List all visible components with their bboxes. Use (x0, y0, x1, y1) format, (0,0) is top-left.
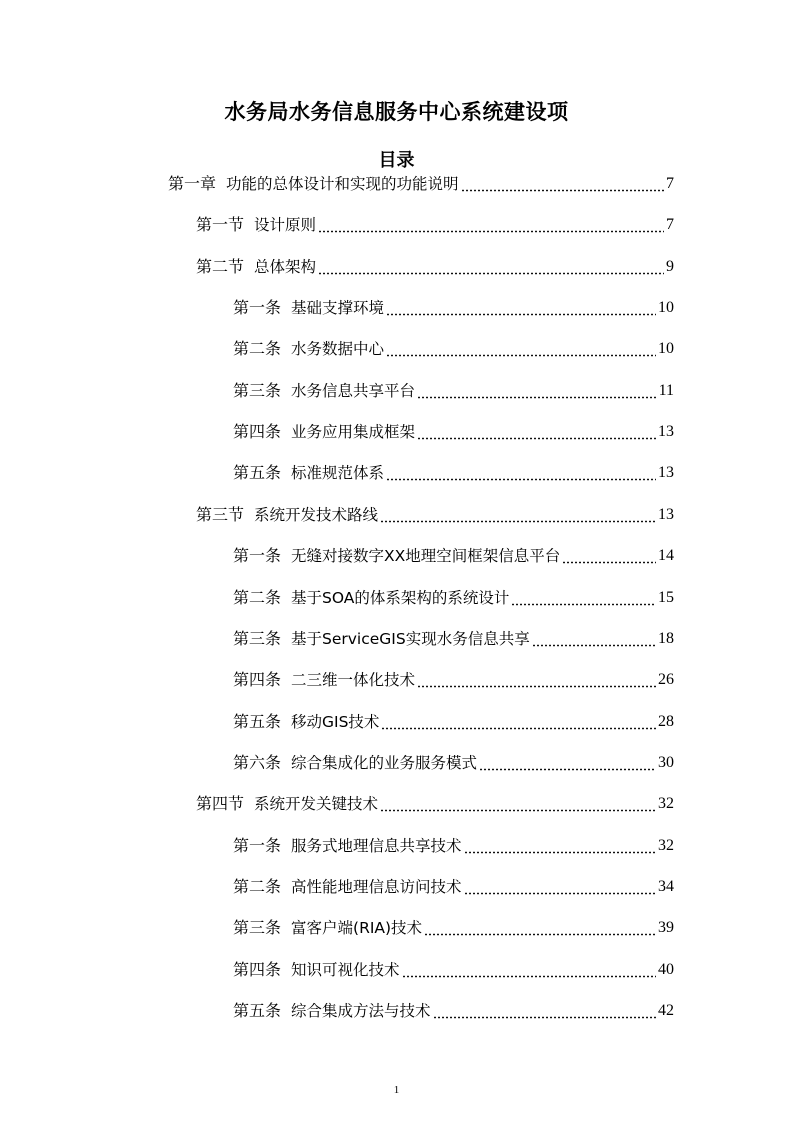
dot-leader (464, 840, 656, 854)
dot-leader (318, 261, 664, 275)
toc-entry-page: 15 (658, 588, 674, 606)
toc-entry-page: 7 (666, 216, 674, 234)
dot-leader (380, 509, 656, 523)
toc-entry-page: 32 (658, 795, 674, 813)
toc-entry[interactable] (196, 256, 674, 278)
toc-entry-page: 13 (658, 505, 674, 523)
toc-entry[interactable] (233, 338, 674, 360)
toc-entry-label: 第一条 (233, 835, 282, 855)
toc-entry[interactable] (233, 669, 674, 691)
toc-entry-title: 功能的总体设计和实现的功能说明 (226, 175, 459, 193)
toc-entry-page: 34 (658, 878, 674, 895)
toc-entry-page: 13 (658, 423, 674, 441)
toc-entry-label: 第二条 (233, 587, 282, 607)
toc-entry-title: 移动GIS技术 (291, 712, 380, 731)
toc-entry-title: 知识可视化技术 (291, 960, 400, 979)
toc-entry[interactable] (233, 380, 674, 402)
toc-entry-title: 标准规范体系 (291, 464, 385, 483)
toc-entry[interactable] (233, 752, 674, 774)
toc-entry-page: 28 (658, 712, 674, 730)
toc-entry-page: 9 (666, 257, 674, 275)
dot-leader (461, 178, 664, 192)
dot-leader (381, 716, 656, 730)
toc-entry-label: 第二节 (196, 256, 245, 276)
toc-entry-label: 第三节 (196, 504, 245, 524)
toc-entry[interactable] (196, 214, 674, 236)
toc-entry-label: 第二条 (233, 339, 282, 359)
dot-leader (479, 757, 656, 771)
toc-entry-label: 第四节 (196, 794, 245, 814)
toc-entry-label: 第五条 (233, 1001, 282, 1020)
toc-entry[interactable] (168, 173, 674, 195)
toc-entry-title: 业务应用集成框架 (291, 423, 416, 442)
toc-entry[interactable] (233, 917, 674, 939)
toc-entry-title: 综合集成方法与技术 (291, 1002, 431, 1020)
toc-entry-title: 设计原则 (254, 216, 317, 235)
toc-entry-page: 13 (658, 464, 674, 482)
toc-entry-label: 第六条 (233, 752, 282, 772)
document-title: 水务局水务信息服务中心系统建设项 (224, 100, 569, 124)
toc-entry-page: 40 (658, 960, 674, 978)
toc-entry-page: 10 (658, 340, 674, 358)
dot-leader (532, 633, 656, 647)
toc-entry-label: 第三条 (233, 380, 282, 400)
toc-entry[interactable] (233, 1000, 674, 1022)
toc-entry-title: 总体架构 (254, 257, 317, 276)
dot-leader (386, 302, 656, 316)
dot-leader (417, 426, 656, 440)
toc-entry-title: 服务式地理信息共享技术 (291, 836, 462, 855)
toc-entry-label: 第四条 (233, 959, 282, 979)
toc-entry[interactable] (196, 793, 674, 815)
toc-entry[interactable] (233, 835, 674, 857)
dot-leader (464, 881, 656, 895)
toc-entry-page: 26 (658, 671, 674, 689)
toc-entry[interactable] (233, 628, 674, 650)
toc-entry-page: 7 (666, 175, 674, 192)
toc-entry-label: 第一节 (196, 215, 245, 235)
toc-heading: 目录 (378, 150, 415, 171)
page-number: 1 (393, 1084, 400, 1096)
toc-entry-title: 基于ServiceGIS实现水务信息共享 (291, 629, 530, 648)
toc-entry-page: 42 (658, 1002, 674, 1019)
toc-entry[interactable] (233, 711, 674, 733)
toc-entry-title: 基于SOA的体系架构的系统设计 (291, 588, 510, 607)
dot-leader (433, 1005, 656, 1019)
toc-entry-title: 二三维一体化技术 (291, 671, 416, 690)
toc-entry-label: 第四条 (233, 670, 282, 690)
toc-entry-title: 水务数据中心 (291, 340, 385, 359)
toc-entry-title: 水务信息共享平台 (291, 381, 416, 400)
toc-entry-label: 第五条 (233, 711, 282, 731)
toc-entry-title: 高性能地理信息访问技术 (291, 878, 462, 896)
toc-entry[interactable] (233, 587, 674, 609)
dot-leader (417, 674, 656, 688)
toc-entry-label: 第二条 (233, 877, 282, 896)
toc-entry[interactable] (233, 462, 674, 484)
toc-entry-page: 10 (658, 299, 674, 317)
toc-entry-title: 系统开发关键技术 (254, 795, 379, 814)
dot-leader (511, 592, 656, 606)
dot-leader (562, 550, 656, 564)
toc-entry-label: 第一条 (233, 298, 282, 318)
toc-entry-label: 第四条 (233, 422, 282, 442)
toc-entry-title: 系统开发技术路线 (254, 505, 379, 524)
toc-entry-title: 富客户端(RIA)技术 (291, 919, 423, 938)
toc-entry[interactable] (233, 297, 674, 319)
toc-entry-page: 32 (658, 836, 674, 854)
dot-leader (424, 922, 656, 936)
toc-entry[interactable] (196, 504, 674, 526)
toc-entry-label: 第五条 (233, 463, 282, 483)
toc-entry-label: 第一章 (168, 174, 217, 193)
toc-entry-title: 综合集成化的业务服务模式 (291, 753, 478, 772)
toc-entry[interactable] (233, 876, 674, 898)
toc-entry-page: 18 (658, 629, 674, 647)
dot-leader (318, 219, 664, 233)
dot-leader (386, 467, 656, 481)
toc-entry[interactable] (233, 421, 674, 443)
toc-entry-page: 30 (658, 753, 674, 771)
toc-entry-title: 无缝对接数字XX地理空间框架信息平台 (291, 547, 561, 566)
dot-leader (417, 385, 657, 399)
toc-entry-label: 第三条 (233, 918, 282, 938)
dot-leader (380, 798, 656, 812)
dot-leader (386, 343, 656, 357)
toc-entry-page: 11 (658, 381, 674, 399)
toc-entry-label: 第三条 (233, 628, 282, 648)
dot-leader (402, 964, 656, 978)
toc-entry-page: 39 (658, 919, 674, 937)
toc-entry-label: 第一条 (233, 546, 282, 566)
toc-entry-page: 14 (658, 547, 674, 565)
toc-entry-title: 基础支撑环境 (291, 299, 385, 318)
toc-entry[interactable] (233, 959, 674, 981)
toc-entry[interactable] (233, 545, 674, 567)
